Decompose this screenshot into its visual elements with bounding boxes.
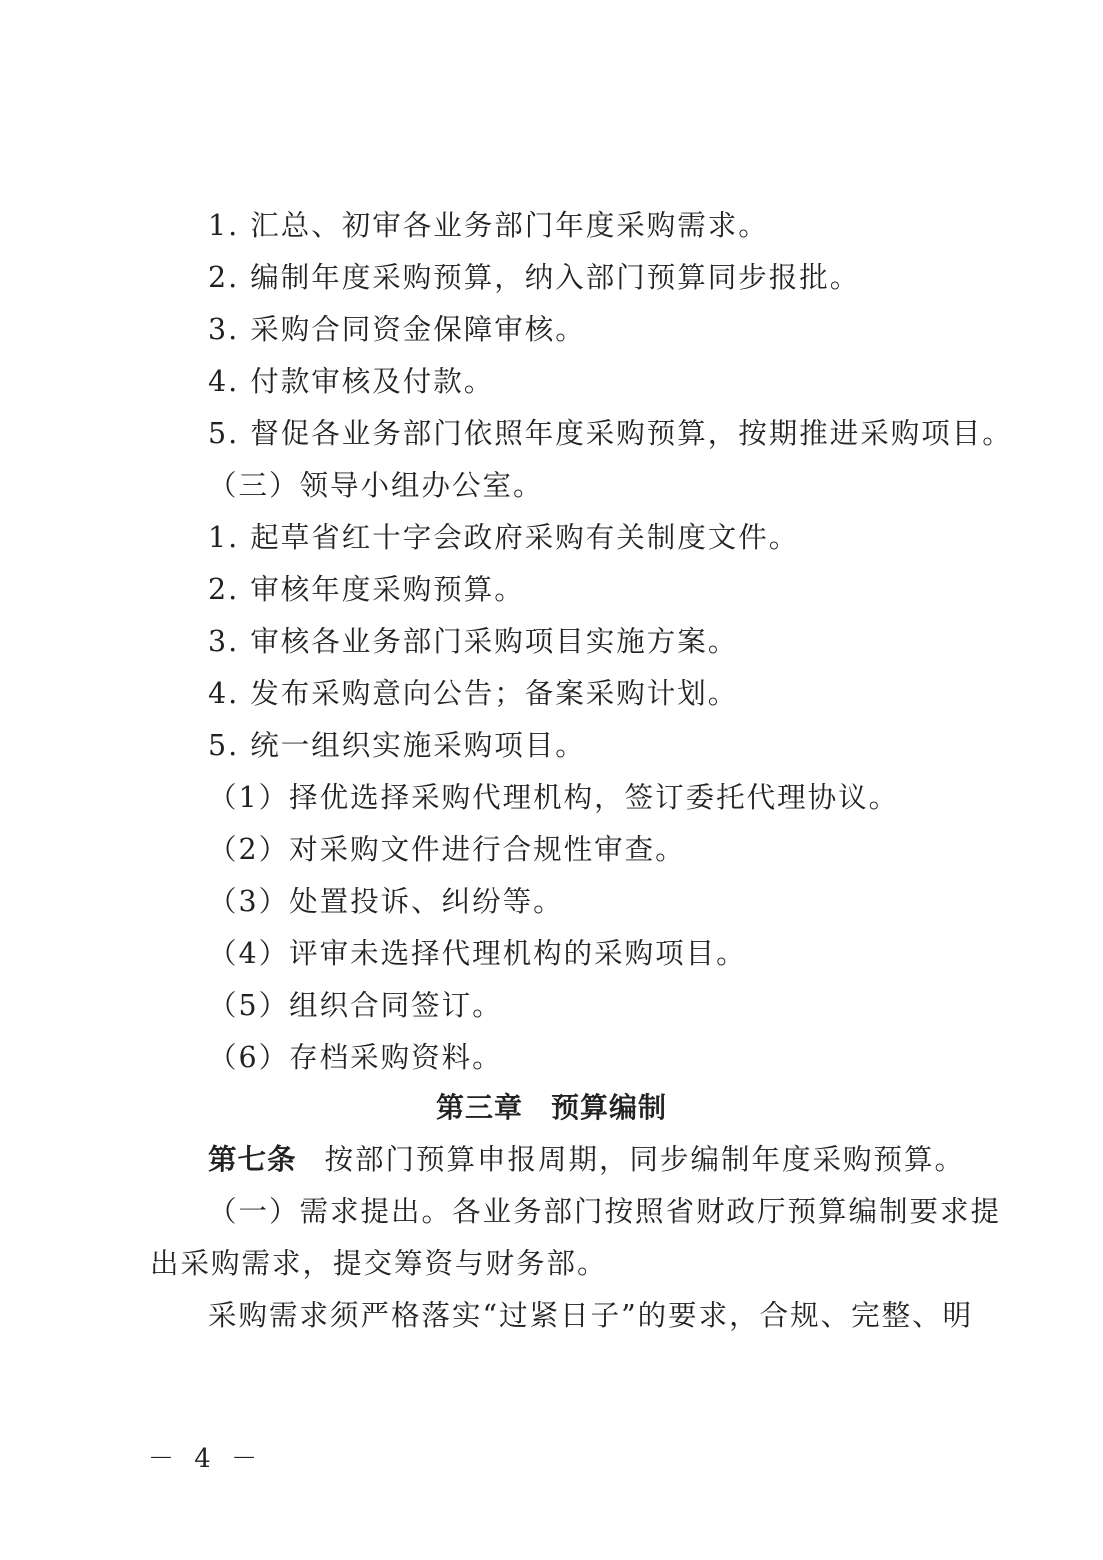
chapter-number: 第三章 (435, 1091, 523, 1124)
text-line: （3）处置投诉、纠纷等。 (208, 885, 564, 918)
text-line: 3. 采购合同资金保障审核。 (208, 313, 586, 346)
text-line: 4. 付款审核及付款。 (208, 365, 495, 398)
text-line: 3. 审核各业务部门采购项目实施方案。 (208, 625, 739, 658)
text-line: 出采购需求，提交筹资与财务部。 (150, 1247, 608, 1280)
text-line: 2. 审核年度采购预算。 (208, 573, 525, 606)
text-line: （1）择优选择采购代理机构，签订委托代理协议。 (208, 781, 900, 814)
text-line: （5）组织合同签订。 (208, 989, 503, 1022)
article-text: 按部门预算申报周期，同步编制年度采购预算。 (324, 1143, 966, 1176)
text-line: 1. 起草省红十字会政府采购有关制度文件。 (208, 521, 800, 554)
article-label: 第七条 (208, 1143, 297, 1176)
text-line: 5. 统一组织实施采购项目。 (208, 729, 586, 762)
text-line: 2. 编制年度采购预算，纳入部门预算同步报批。 (208, 261, 861, 294)
text-line: （6）存档采购资料。 (208, 1041, 503, 1074)
text-line: 5. 督促各业务部门依照年度采购预算，按期推进采购项目。 (208, 417, 1013, 450)
chapter-heading (0, 1088, 1103, 1128)
text-line: 1. 汇总、初审各业务部门年度采购需求。 (208, 209, 769, 242)
chapter-title: 预算编制 (551, 1091, 668, 1124)
text-line: （2）对采购文件进行合规性审查。 (208, 833, 686, 866)
text-line: 采购需求须严格落实“过紧日子”的要求，合规、完整、明 (208, 1299, 974, 1332)
article-paragraph (208, 1140, 965, 1180)
text-line: （三）领导小组办公室。 (208, 469, 544, 502)
page-number: － 4 － (148, 1444, 264, 1474)
text-line: （一）需求提出。各业务部门按照省财政厅预算编制要求提 (208, 1195, 1002, 1228)
text-line: （4）评审未选择代理机构的采购项目。 (208, 937, 747, 970)
text-line: 4. 发布采购意向公告；备案采购计划。 (208, 677, 739, 710)
